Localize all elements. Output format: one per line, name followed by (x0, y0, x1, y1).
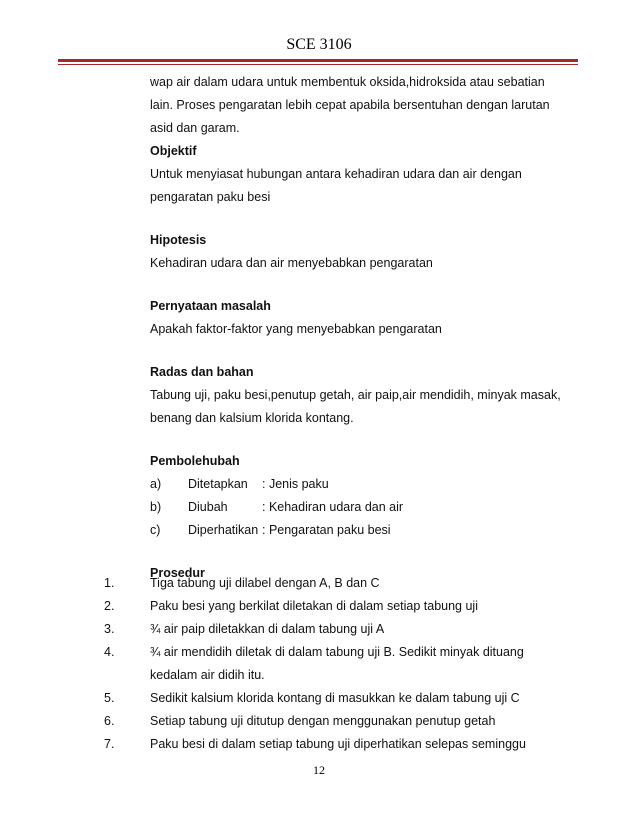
page-number: 12 (313, 763, 325, 777)
step-text: Setiap tabung uji ditutup dengan menggunakan penutup getah (150, 714, 496, 728)
radas-line: Tabung uji, paku besi,penutup getah, air paip,air mendidih, minyak masak, (150, 388, 561, 402)
procedure-step (104, 733, 574, 756)
header-rule-thick (58, 59, 578, 62)
variable-row (150, 496, 570, 519)
step-number: 1. (104, 576, 115, 590)
procedure-list (104, 572, 574, 756)
variable-value: : Pengaratan paku besi (262, 523, 391, 537)
prosedur-heading: Prosedur (150, 566, 205, 580)
header-rule-thin (58, 64, 578, 65)
variable-key: c) (150, 523, 161, 537)
variable-name: Diperhatikan (188, 523, 259, 537)
step-number: 3. (104, 622, 115, 636)
hipotesis-text: Kehadiran udara dan air menyebabkan pengaratan (150, 256, 433, 270)
radas-heading: Radas dan bahan (150, 365, 254, 379)
step-text: Paku besi yang berkilat diletakan di dalam setiap tabung uji (150, 599, 478, 613)
variable-row (150, 473, 570, 496)
hipotesis-heading: Hipotesis (150, 233, 207, 247)
intro-line: wap air dalam udara untuk membentuk oksida,hidroksida atau sebatian (150, 75, 545, 89)
step-text: Paku besi di dalam setiap tabung uji diperhatikan selepas seminggu (150, 737, 526, 751)
procedure-step (104, 572, 574, 595)
procedure-step (104, 641, 574, 687)
step-number: 5. (104, 691, 115, 705)
variable-key: b) (150, 500, 162, 514)
pernyataan-text: Apakah faktor-faktor yang menyebabkan pengaratan (150, 322, 442, 336)
step-text: Tiga tabung uji dilabel dengan A, B dan C (150, 576, 380, 590)
main-text-block (150, 71, 570, 585)
step-number: 6. (104, 714, 115, 728)
objektif-line: pengaratan paku besi (150, 190, 271, 204)
variable-row (150, 519, 570, 542)
intro-line: lain. Proses pengaratan lebih cepat apabila bersentuhan dengan larutan (150, 98, 550, 112)
pernyataan-heading: Pernyataan masalah (150, 299, 271, 313)
step-text: Sedikit kalsium klorida kontang di masukkan ke dalam tabung uji C (150, 691, 520, 705)
variable-value: : Kehadiran udara dan air (262, 500, 404, 514)
step-text: ¾ air mendidih diletak di dalam tabung uji B. Sedikit minyak dituang kedalam air didih itu. (150, 645, 524, 682)
variable-value: : Jenis paku (262, 477, 329, 491)
step-number: 2. (104, 599, 115, 613)
pembolehubah-heading: Pembolehubah (150, 454, 240, 468)
radas-line: benang dan kalsium klorida kontang. (150, 411, 354, 425)
step-number: 7. (104, 737, 115, 751)
procedure-step (104, 595, 574, 618)
variable-name: Ditetapkan (188, 477, 248, 491)
procedure-step (104, 710, 574, 733)
procedure-step (104, 687, 574, 710)
variable-name: Diubah (188, 500, 228, 514)
objektif-heading: Objektif (150, 144, 197, 158)
procedure-step (104, 618, 574, 641)
header-title: SCE 3106 (286, 36, 352, 53)
step-text: ¾ air paip diletakkan di dalam tabung uji A (150, 622, 385, 636)
variable-key: a) (150, 477, 162, 491)
intro-line: asid dan garam. (150, 121, 240, 135)
objektif-line: Untuk menyiasat hubungan antara kehadiran udara dan air dengan (150, 167, 522, 181)
step-number: 4. (104, 645, 115, 659)
